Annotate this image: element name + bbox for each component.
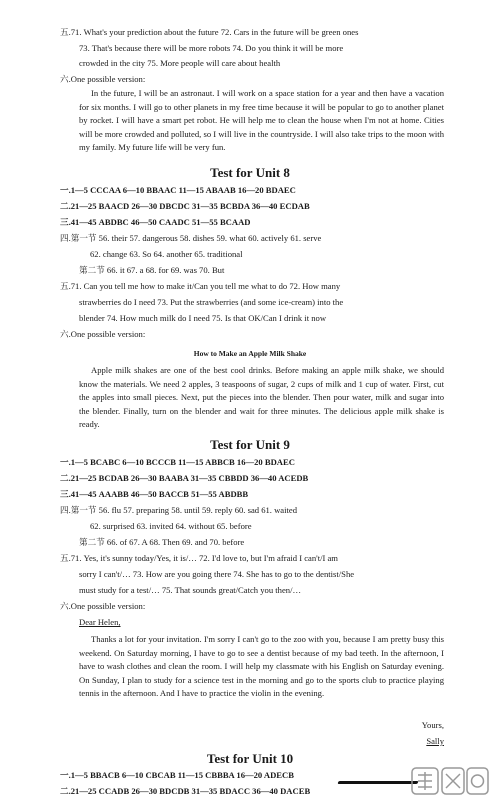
unit10-title: Test for Unit 10 (206, 751, 294, 766)
sec5-line-2: 73. That's because there will be more robots 74. Do you think it will be more (79, 43, 344, 53)
essay-future: In the future, I will be an astronaut. I will work on a space station for a year and then have a vacation for six months. I will go to other planets in my free time because it will be popular to go to another planet by rocket. I will have a smart pet robot. He will help me to clean the house when I'm not at home. Cities will be more crowded and polluted, so I will live in the countryside. I will also take trips to the moon with my family. My future life will be very fun. (79, 88, 444, 153)
unit9-row-7: 五.71. Yes, it's sunny today/Yes, it is/… 72. I'd love to, but I'm afraid I can't/I am (60, 553, 338, 563)
unit10-row-2: 二.21—25 CCADB 26—30 BDCDB 31—35 BDACC 36—40 DACEB (60, 786, 311, 796)
letter-signature: Sally (426, 736, 444, 746)
unit8-row-6: 第二节 66. it 67. a 68. for 69. was 70. But (79, 265, 225, 275)
letter-greeting: Dear Helen, (79, 617, 121, 627)
unit8-row-8: strawberries do I need 73. Put the strawberries (and some ice-cream) into the (79, 297, 344, 307)
unit9-row-4: 四.第一节 56. flu 57. preparing 58. until 59. reply 60. sad 61. waited (60, 505, 298, 515)
unit9-row-5: 62. surprised 63. invited 64. without 65. before (90, 521, 252, 531)
unit8-row-1: 一.1—5 CCCAA 6—10 BBAAC 11—15 ABAAB 16—20 BDAEC (60, 185, 296, 195)
unit8-title: Test for Unit 8 (210, 165, 290, 180)
sec5-line-1: 五.71. What's your prediction about the future 72. Cars in the future will be green ones (60, 27, 359, 37)
unit9-row-8: sorry I can't/… 73. How are you going there 74. She has to go to the dentist/She (79, 569, 355, 579)
unit9-title: Test for Unit 9 (210, 437, 290, 452)
unit9-row-9: must study for a test/… 75. That sounds great/Catch you then/… (79, 585, 302, 595)
unit9-row-3: 三.41—45 AAABB 46—50 BACCB 51—55 ABDBB (60, 489, 249, 499)
unit9-row-2: 二.21—25 BCDAB 26—30 BAABA 31—35 CBBDD 36—40 ACEDB (60, 473, 309, 483)
unit8-row-10: 六.One possible version: (60, 329, 146, 339)
unit10-row-1: 一.1—5 BBACB 6—10 CBCAB 11—15 CBBBA 16—20 ADECB (60, 770, 294, 780)
decorative-rule (337, 781, 418, 784)
stamp-logo-icon (410, 766, 490, 796)
unit8-row-9: blender 74. How much milk do I need 75. Is that OK/Can I drink it now (79, 313, 327, 323)
sec6-label: 六.One possible version: (60, 74, 146, 84)
unit9-row-1: 一.1—5 BCABC 6—10 BCCCB 11—15 ABBCB 16—20 BDAEC (60, 457, 295, 467)
letter-body: Thanks a lot for your invitation. I'm sorry I can't go to the zoo with you, because I am pretty busy this weekend. On Saturday morning, I have to go to see a dentist because of my bad teeth. In the afternoon, I have to wash clothes and clean the room. I will help my classmate with his English on Saturday evening. On Sunday, I plan to study for a science test in the morning and go to the sports club to practice playing tennis in the afternoon. And I have to practice the violin in the evening. (79, 634, 444, 699)
recipe-title: How to Make an Apple Milk Shake (193, 349, 307, 358)
unit9-row-10: 六.One possible version: (60, 601, 146, 611)
unit8-row-7: 五.71. Can you tell me how to make it/Can you tell me what to do 72. How many (60, 281, 341, 291)
unit8-row-4: 四.第一节 56. their 57. dangerous 58. dishes 59. what 60. actively 61. serve (60, 233, 322, 243)
unit8-row-3: 三.41—45 ABDBC 46—50 CAADC 51—55 BCAAD (60, 217, 251, 227)
letter-closing: Yours, (421, 720, 444, 730)
recipe-text: Apple milk shakes are one of the best cool drinks. Before making an apple milk shake, we should know the materials. We need 2 apples, 3 teaspoons of sugar, 2 cups of milk and 1 cup of water. First, cut the apples into small pieces. Next, put the pieces into the blender. Then pour water, milk and sugar into the blender. Finally, turn on the blender and wait for three minutes. The delicious apple milk shake is ready. (79, 365, 444, 430)
unit9-row-6: 第二节 66. of 67. A 68. Then 69. and 70. before (79, 537, 245, 547)
unit8-row-5: 62. change 63. So 64. another 65. traditional (90, 249, 243, 259)
unit8-row-2: 二.21—25 BAACD 26—30 DBCDC 31—35 BCBDA 36—40 ECDAB (60, 201, 310, 211)
sec5-line-3: crowded in the city 75. More people will care about health (79, 58, 281, 68)
